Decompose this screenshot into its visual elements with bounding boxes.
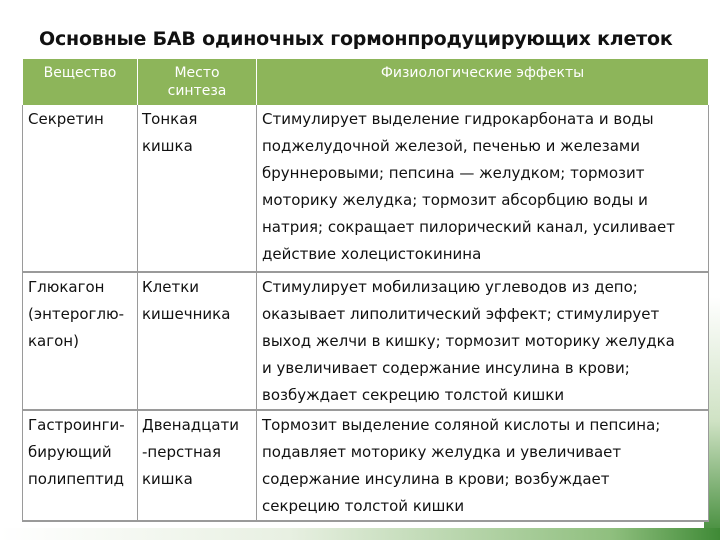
cell-effects: Тормозит выделение соляной кислоты и пепсина; подавляет моторику желудка и увеличивает содержание инсулина в крови; возбуждает секрецию толстой кишки: [257, 410, 709, 521]
header-place-line2: синтеза: [167, 83, 227, 99]
cell-place: Клетки кишечника: [138, 272, 257, 410]
cell-effects: Стимулирует мобилизацию углеводов из депо; оказывает липолитический эффект; стимулирует выход желчи в кишку; тормозит моторику желудка и увеличивает содержание инсулина в крови; возбуждает секрецию толстой кишки: [257, 272, 709, 410]
cell-effects: Стимулирует выделение гидрокарбоната и воды поджелудочной железой, печенью и железами бруннеровыми; пепсина — желудком; тормозит моторику желудка; тормозит абсорбцию воды и натрия; сокращает пилорический канал, усиливает действие холецистокинина: [257, 105, 709, 272]
table-row: [23, 410, 709, 521]
table-row: [23, 272, 709, 410]
bav-table: [22, 59, 709, 522]
header-effects-label: Физиологические эффекты: [380, 65, 585, 81]
table-header-row: [23, 59, 709, 105]
table-row: [23, 105, 709, 272]
decorative-bottom-strip: [0, 528, 720, 540]
cell-place: Двенадцати -перстная кишка: [138, 410, 257, 521]
header-substance-label: Вещество: [43, 65, 117, 81]
cell-substance: Секретин: [23, 105, 138, 272]
cell-substance: Гастроинги- бирующий полипептид: [23, 410, 138, 521]
cell-substance: Глюкагон (энтероглю- кагон): [23, 272, 138, 410]
slide-title: Основные БАВ одиночных гормонпродуцирующих клеток: [39, 28, 673, 50]
header-effects: [257, 59, 709, 105]
header-place-line1: Место: [174, 65, 220, 81]
header-substance: [23, 59, 138, 105]
cell-place: Тонкая кишка: [138, 105, 257, 272]
header-place: [138, 59, 257, 105]
